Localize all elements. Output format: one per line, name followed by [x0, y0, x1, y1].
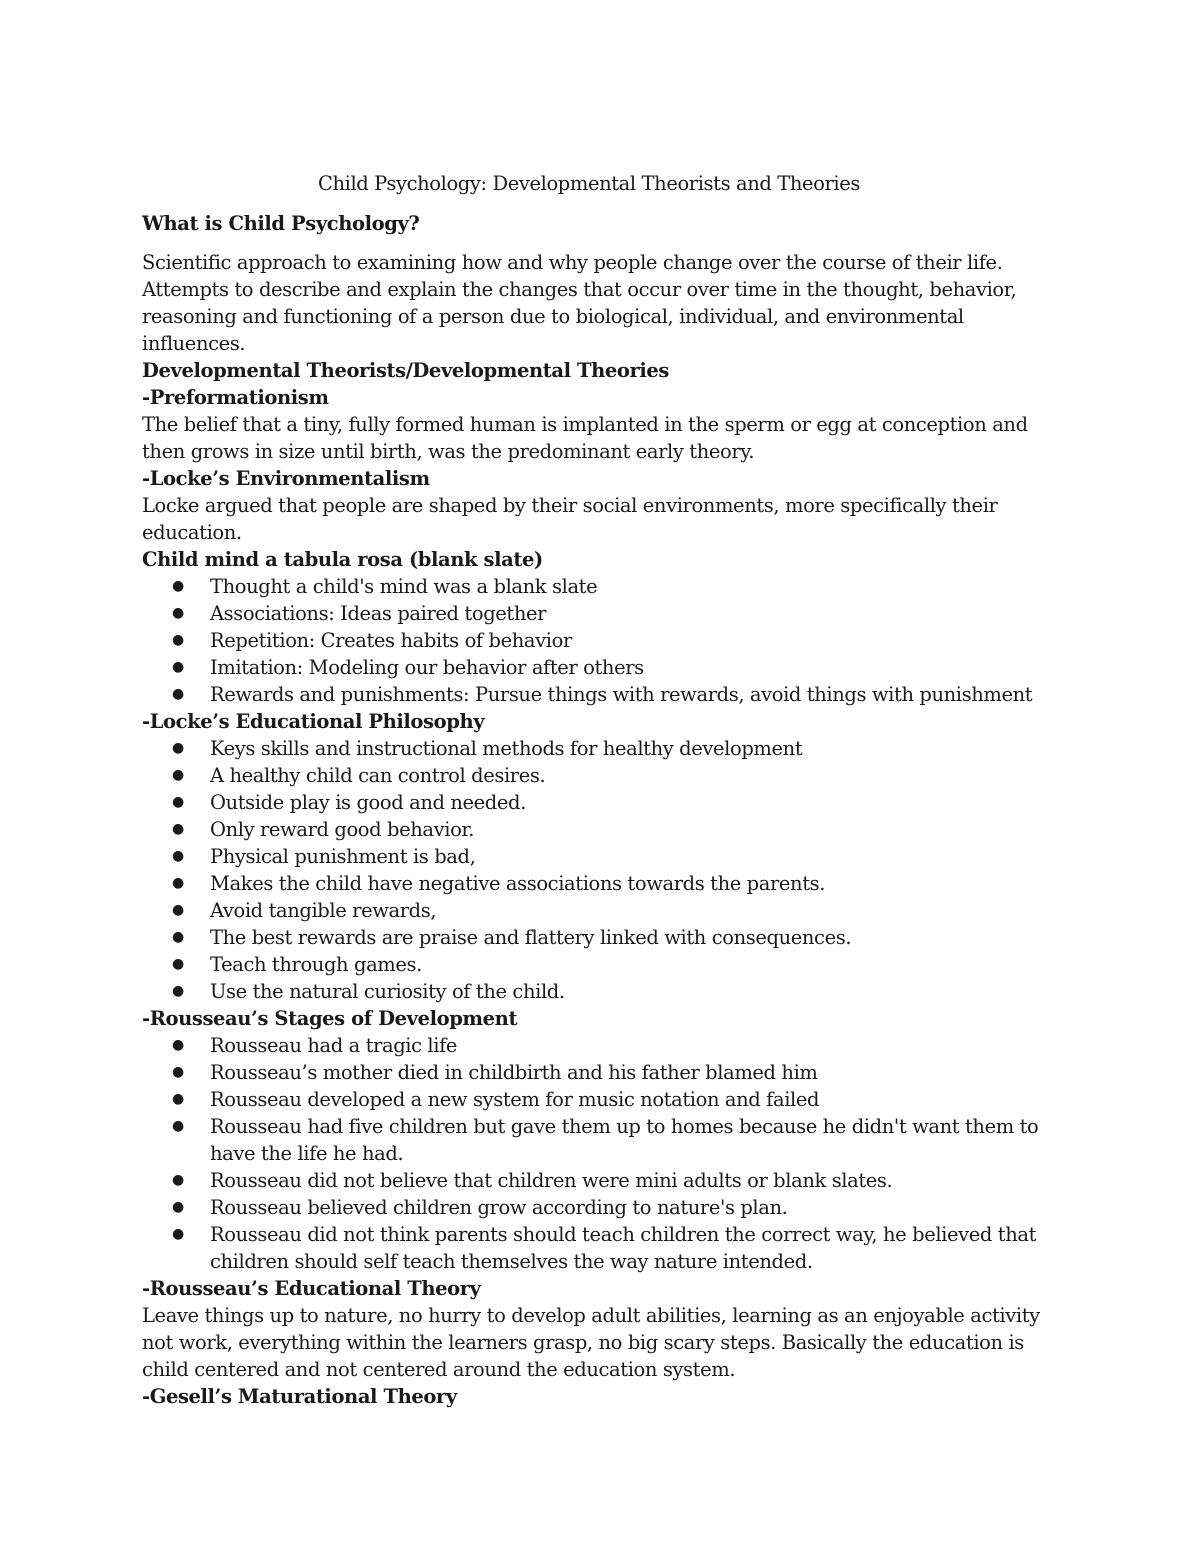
bullet-icon: ●: [172, 1226, 184, 1242]
locke-educational-heading: -Locke’s Educational Philosophy: [142, 710, 485, 733]
theories-heading: Developmental Theorists/Developmental Theories: [142, 359, 669, 382]
list-item: [172, 1113, 1042, 1167]
bullet-icon: ●: [172, 1064, 184, 1080]
bullet-icon: ●: [172, 1199, 184, 1215]
rousseau-stages-list: [142, 1032, 1042, 1275]
list-item-text: Rewards and punishments: Pursue things with rewards, avoid things with punishment: [210, 683, 1033, 706]
bullet-icon: ●: [172, 1172, 184, 1188]
list-item: [172, 1221, 1042, 1275]
locke-educational-list: [142, 735, 1042, 1005]
list-item: [172, 627, 1042, 654]
list-item-text: Repetition: Creates habits of behavior: [210, 629, 572, 652]
list-item-text: Imitation: Modeling our behavior after others: [210, 656, 644, 679]
list-item-text: Teach through games.: [210, 953, 422, 976]
bullet-icon: ●: [172, 956, 184, 972]
list-item: [172, 762, 1042, 789]
bullet-icon: ●: [172, 848, 184, 864]
list-item-text: Use the natural curiosity of the child.: [210, 980, 565, 1003]
list-item-text: Rousseau did not think parents should teach children the correct way, he believed that children should self teach themselves the way nature intended.: [210, 1223, 1037, 1273]
list-item: [172, 573, 1042, 600]
bullet-icon: ●: [172, 659, 184, 675]
list-item: [172, 1167, 1042, 1194]
list-item-text: Rousseau had a tragic life: [210, 1034, 458, 1057]
preformationism-text: The belief that a tiny, fully formed human is implanted in the sperm or egg at conception and then grows in size until birth, was the predominant early theory.: [142, 413, 1028, 463]
list-item-text: A healthy child can control desires.: [210, 764, 546, 787]
list-item: [172, 1059, 1042, 1086]
bullet-icon: ●: [172, 794, 184, 810]
list-item-text: Rousseau’s mother died in childbirth and his father blamed him: [210, 1061, 818, 1084]
rousseau-educational-text: Leave things up to nature, no hurry to develop adult abilities, learning as an enjoyable activity not work, everything within the learners grasp, no big scary steps. Basically the education is child centered and not centered around the education system.: [142, 1304, 1040, 1381]
list-item-text: Rousseau developed a new system for music notation and failed: [210, 1088, 820, 1111]
bullet-icon: ●: [172, 1118, 184, 1134]
bullet-icon: ●: [172, 686, 184, 702]
tabula-rasa-list: [142, 573, 1042, 708]
list-item-text: Keys skills and instructional methods for healthy development: [210, 737, 803, 760]
list-item-text: Makes the child have negative associations towards the parents.: [210, 872, 826, 895]
list-item: [172, 978, 1042, 1005]
locke-environmentalism-text: Locke argued that people are shaped by their social environments, more specifically their education.: [142, 494, 998, 544]
list-item: [172, 870, 1042, 897]
bullet-icon: ●: [172, 605, 184, 621]
bullet-icon: ●: [172, 1091, 184, 1107]
list-item-text: Rousseau did not believe that children were mini adults or blank slates.: [210, 1169, 893, 1192]
document-page: [142, 168, 1042, 1410]
list-item-text: Rousseau believed children grow according to nature's plan.: [210, 1196, 788, 1219]
list-item: [172, 735, 1042, 762]
list-item: [172, 816, 1042, 843]
list-item: [172, 789, 1042, 816]
bullet-icon: ●: [172, 632, 184, 648]
bullet-icon: ●: [172, 740, 184, 756]
list-item: [172, 924, 1042, 951]
bullet-icon: ●: [172, 1037, 184, 1053]
rousseau-stages-heading: -Rousseau’s Stages of Development: [142, 1007, 518, 1030]
list-item-text: Rousseau had five children but gave them up to homes because he didn't want them to have the life he had.: [210, 1115, 1039, 1165]
list-item: [172, 951, 1042, 978]
list-item-text: Only reward good behavior.: [210, 818, 474, 841]
list-item: [172, 1194, 1042, 1221]
locke-environmentalism-heading: -Locke’s Environmentalism: [142, 467, 430, 490]
what-text: Scientific approach to examining how and why people change over the course of their life. Attempts to describe and explain the changes that occur over time in the thought, behavior, reasoning and functioning of a person due to biological, individual, and environmental influences.: [142, 251, 1017, 355]
tabula-rasa-heading: Child mind a tabula rosa (blank slate): [142, 548, 543, 571]
list-item-text: Outside play is good and needed.: [210, 791, 526, 814]
bullet-icon: ●: [172, 821, 184, 837]
bullet-icon: ●: [172, 983, 184, 999]
list-item: [172, 843, 1042, 870]
list-item-text: Thought a child's mind was a blank slate: [210, 575, 598, 598]
rousseau-educational-heading: -Rousseau’s Educational Theory: [142, 1277, 481, 1300]
list-item: [172, 681, 1042, 708]
gesell-heading: -Gesell’s Maturational Theory: [142, 1385, 457, 1408]
list-item: [172, 897, 1042, 924]
list-item-text: Avoid tangible rewards,: [210, 899, 437, 922]
list-item: [172, 1032, 1042, 1059]
bullet-icon: ●: [172, 902, 184, 918]
document-title: Child Psychology: Developmental Theorists and Theories: [317, 172, 861, 195]
list-item-text: The best rewards are praise and flattery linked with consequences.: [210, 926, 852, 949]
bullet-icon: ●: [172, 875, 184, 891]
list-item: [172, 1086, 1042, 1113]
bullet-icon: ●: [172, 929, 184, 945]
list-item-text: Associations: Ideas paired together: [210, 602, 547, 625]
what-heading: What is Child Psychology?: [142, 212, 420, 235]
preformationism-heading: -Preformationism: [142, 386, 329, 409]
list-item: [172, 654, 1042, 681]
list-item: [172, 600, 1042, 627]
bullet-icon: ●: [172, 767, 184, 783]
list-item-text: Physical punishment is bad,: [210, 845, 476, 868]
bullet-icon: ●: [172, 578, 184, 594]
